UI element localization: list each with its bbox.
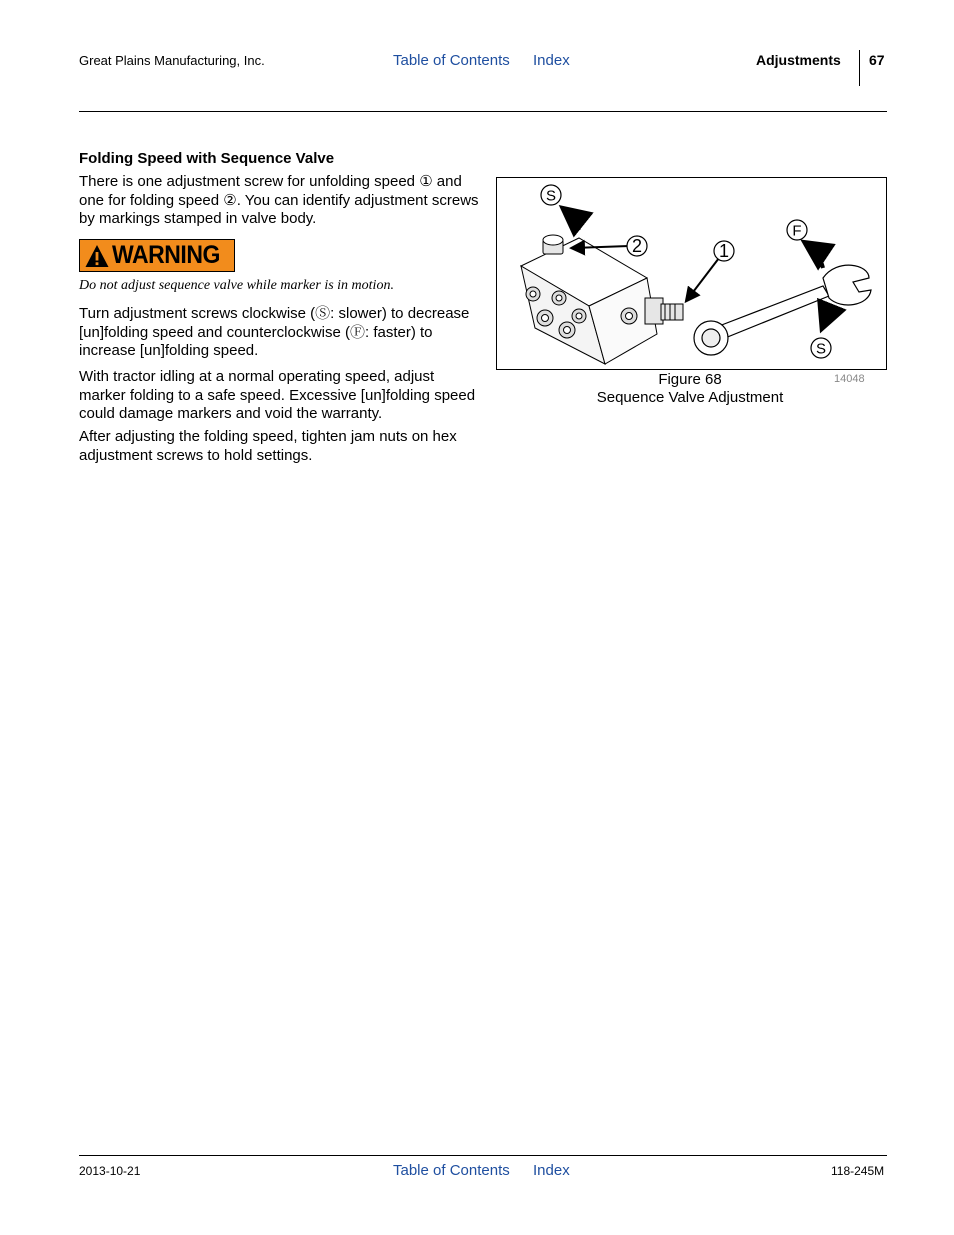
section-heading: Folding Speed with Sequence Valve (79, 150, 335, 167)
warning-banner (79, 239, 235, 272)
unfolding-speed-screw (645, 298, 683, 324)
callout-f: F (792, 222, 802, 240)
paragraph-jam-nuts: After adjusting the folding speed, tighten jam nuts on hex adjustment screws to hold settings. (79, 428, 457, 464)
callout-one: 1 (718, 241, 730, 261)
figure-caption (496, 371, 884, 406)
company-name: Great Plains Manufacturing, Inc. (79, 53, 265, 68)
warning-label: WARNING (112, 241, 220, 269)
header-index-link[interactable]: Index (533, 52, 570, 69)
figure-number: Figure 68 (658, 371, 722, 388)
callout-s-top: S (545, 187, 557, 205)
warning-text: Do not adjust sequence valve while marker is in motion. (79, 278, 394, 293)
page-number: 67 (869, 52, 885, 68)
paragraph-turn-screws: Turn adjustment screws clockwise (Ⓢ: slower) to decrease [un]folding speed and counterclockwise (Ⓕ: faster) to increase [un]folding speed. (79, 305, 470, 359)
section-title: Adjustments (756, 52, 841, 68)
footer-doc-number: 118-245M (831, 1164, 885, 1178)
valve-block (521, 238, 657, 364)
warning-triangle-icon (84, 243, 110, 269)
footer-date: 2013-10-21 (79, 1164, 141, 1178)
figure-title: Sequence Valve Adjustment (596, 388, 784, 406)
figure-image-id: 14048 (834, 373, 865, 385)
footer-toc-link[interactable]: Table of Contents (393, 1162, 510, 1179)
header-divider (859, 50, 860, 86)
paragraph-tractor-idling: With tractor idling at a normal operating speed, adjust marker folding to a safe speed. Excessive [un]folding speed could damage markers and void the warranty. (79, 368, 476, 422)
sequence-valve-illustration (497, 178, 886, 369)
figure-sequence-valve (496, 177, 887, 370)
header-toc-link[interactable]: Table of Contents (393, 52, 510, 69)
footer-index-link[interactable]: Index (533, 1162, 570, 1179)
paragraph-adjustment-screws: There is one adjustment screw for unfolding speed ① and one for folding speed ②. You can identify adjustment screws by markings stamped in valve body. (79, 173, 479, 227)
folding-speed-screw (543, 235, 563, 254)
wrench-icon (694, 265, 871, 355)
callout-two: 2 (631, 236, 643, 256)
footer-rule (79, 1155, 887, 1156)
header-rule (79, 111, 887, 112)
callout-s-bottom: S (815, 340, 827, 358)
